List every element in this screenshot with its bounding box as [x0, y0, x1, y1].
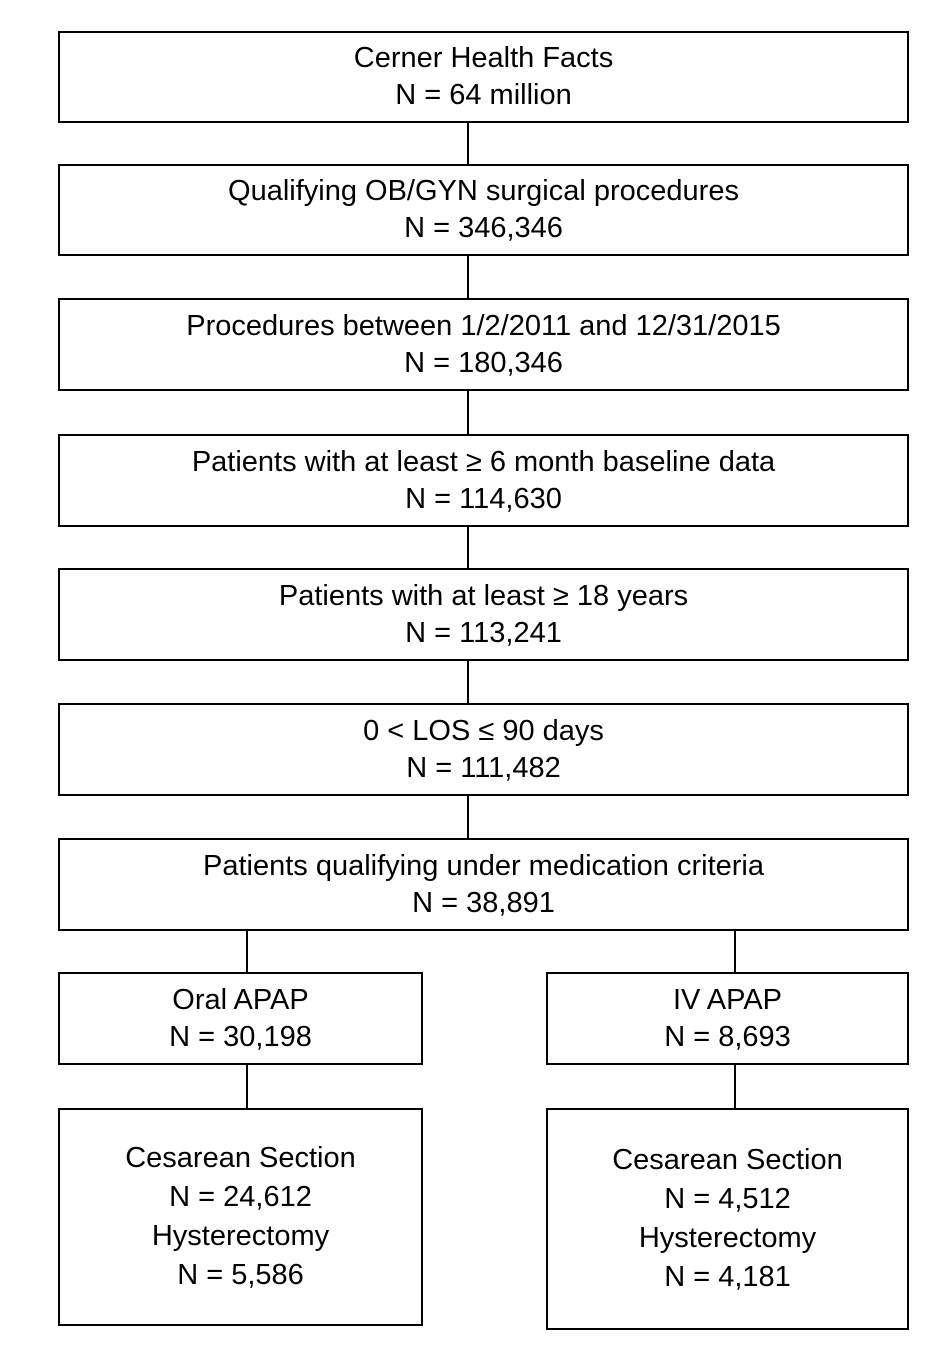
connector-iv-breakdown — [734, 1063, 736, 1110]
connector-medication-oral — [246, 929, 248, 974]
box-baseline-count: N = 114,630 — [405, 482, 562, 515]
box-date-range — [58, 298, 909, 391]
box-oral-apap-title: Oral APAP — [172, 983, 309, 1016]
box-iv-apap-count: N = 8,693 — [664, 1020, 791, 1053]
connector-medication-iv — [734, 929, 736, 974]
box-qualifying — [58, 164, 909, 256]
connector-baseline-age — [467, 525, 469, 570]
iv-hysterectomy-count: N = 4,181 — [664, 1261, 791, 1293]
box-baseline — [58, 434, 909, 527]
iv-hysterectomy-label: Hysterectomy — [638, 1222, 817, 1254]
box-qualifying-title: Qualifying OB/GYN surgical procedures — [228, 175, 739, 207]
box-los — [58, 703, 909, 796]
box-medication-title: Patients qualifying under medication criteria — [203, 849, 764, 882]
box-baseline-title: Patients with at least ≥ 6 month baseline data — [191, 445, 776, 478]
oral-hysterectomy-count: N = 5,586 — [177, 1259, 304, 1291]
connector-age-los — [467, 659, 469, 705]
box-date-range-title: Procedures between 1/2/2011 and 12/31/2015 — [186, 309, 781, 342]
box-iv-breakdown — [546, 1108, 909, 1330]
connector-daterange-baseline — [467, 389, 469, 436]
box-los-count: N = 111,482 — [406, 751, 561, 784]
box-iv-apap — [546, 972, 909, 1065]
box-oral-breakdown — [58, 1108, 423, 1326]
oral-cesarean-label: Cesarean Section — [125, 1142, 356, 1174]
iv-cesarean-count: N = 4,512 — [664, 1183, 791, 1215]
box-source-count: N = 64 million — [395, 79, 572, 111]
box-date-range-count: N = 180,346 — [404, 346, 563, 379]
connector-source-qualifying — [467, 121, 469, 166]
box-source — [58, 31, 909, 123]
box-oral-apap-count: N = 30,198 — [169, 1020, 312, 1053]
oral-hysterectomy-label: Hysterectomy — [151, 1220, 330, 1252]
connector-oral-breakdown — [246, 1063, 248, 1110]
box-age-title: Patients with at least ≥ 18 years — [278, 579, 689, 612]
box-qualifying-count: N = 346,346 — [404, 212, 563, 244]
box-medication — [58, 838, 909, 931]
oral-cesarean-count: N = 24,612 — [169, 1181, 312, 1213]
box-los-title: 0 < LOS ≤ 90 days — [363, 714, 604, 747]
box-medication-count: N = 38,891 — [412, 886, 555, 919]
box-oral-apap — [58, 972, 423, 1065]
box-age — [58, 568, 909, 661]
box-age-count: N = 113,241 — [405, 616, 562, 649]
connector-qualifying-daterange — [467, 254, 469, 300]
iv-cesarean-label: Cesarean Section — [612, 1144, 843, 1176]
box-iv-apap-title: IV APAP — [672, 983, 783, 1016]
connector-los-medication — [467, 794, 469, 840]
box-source-title: Cerner Health Facts — [353, 42, 614, 74]
